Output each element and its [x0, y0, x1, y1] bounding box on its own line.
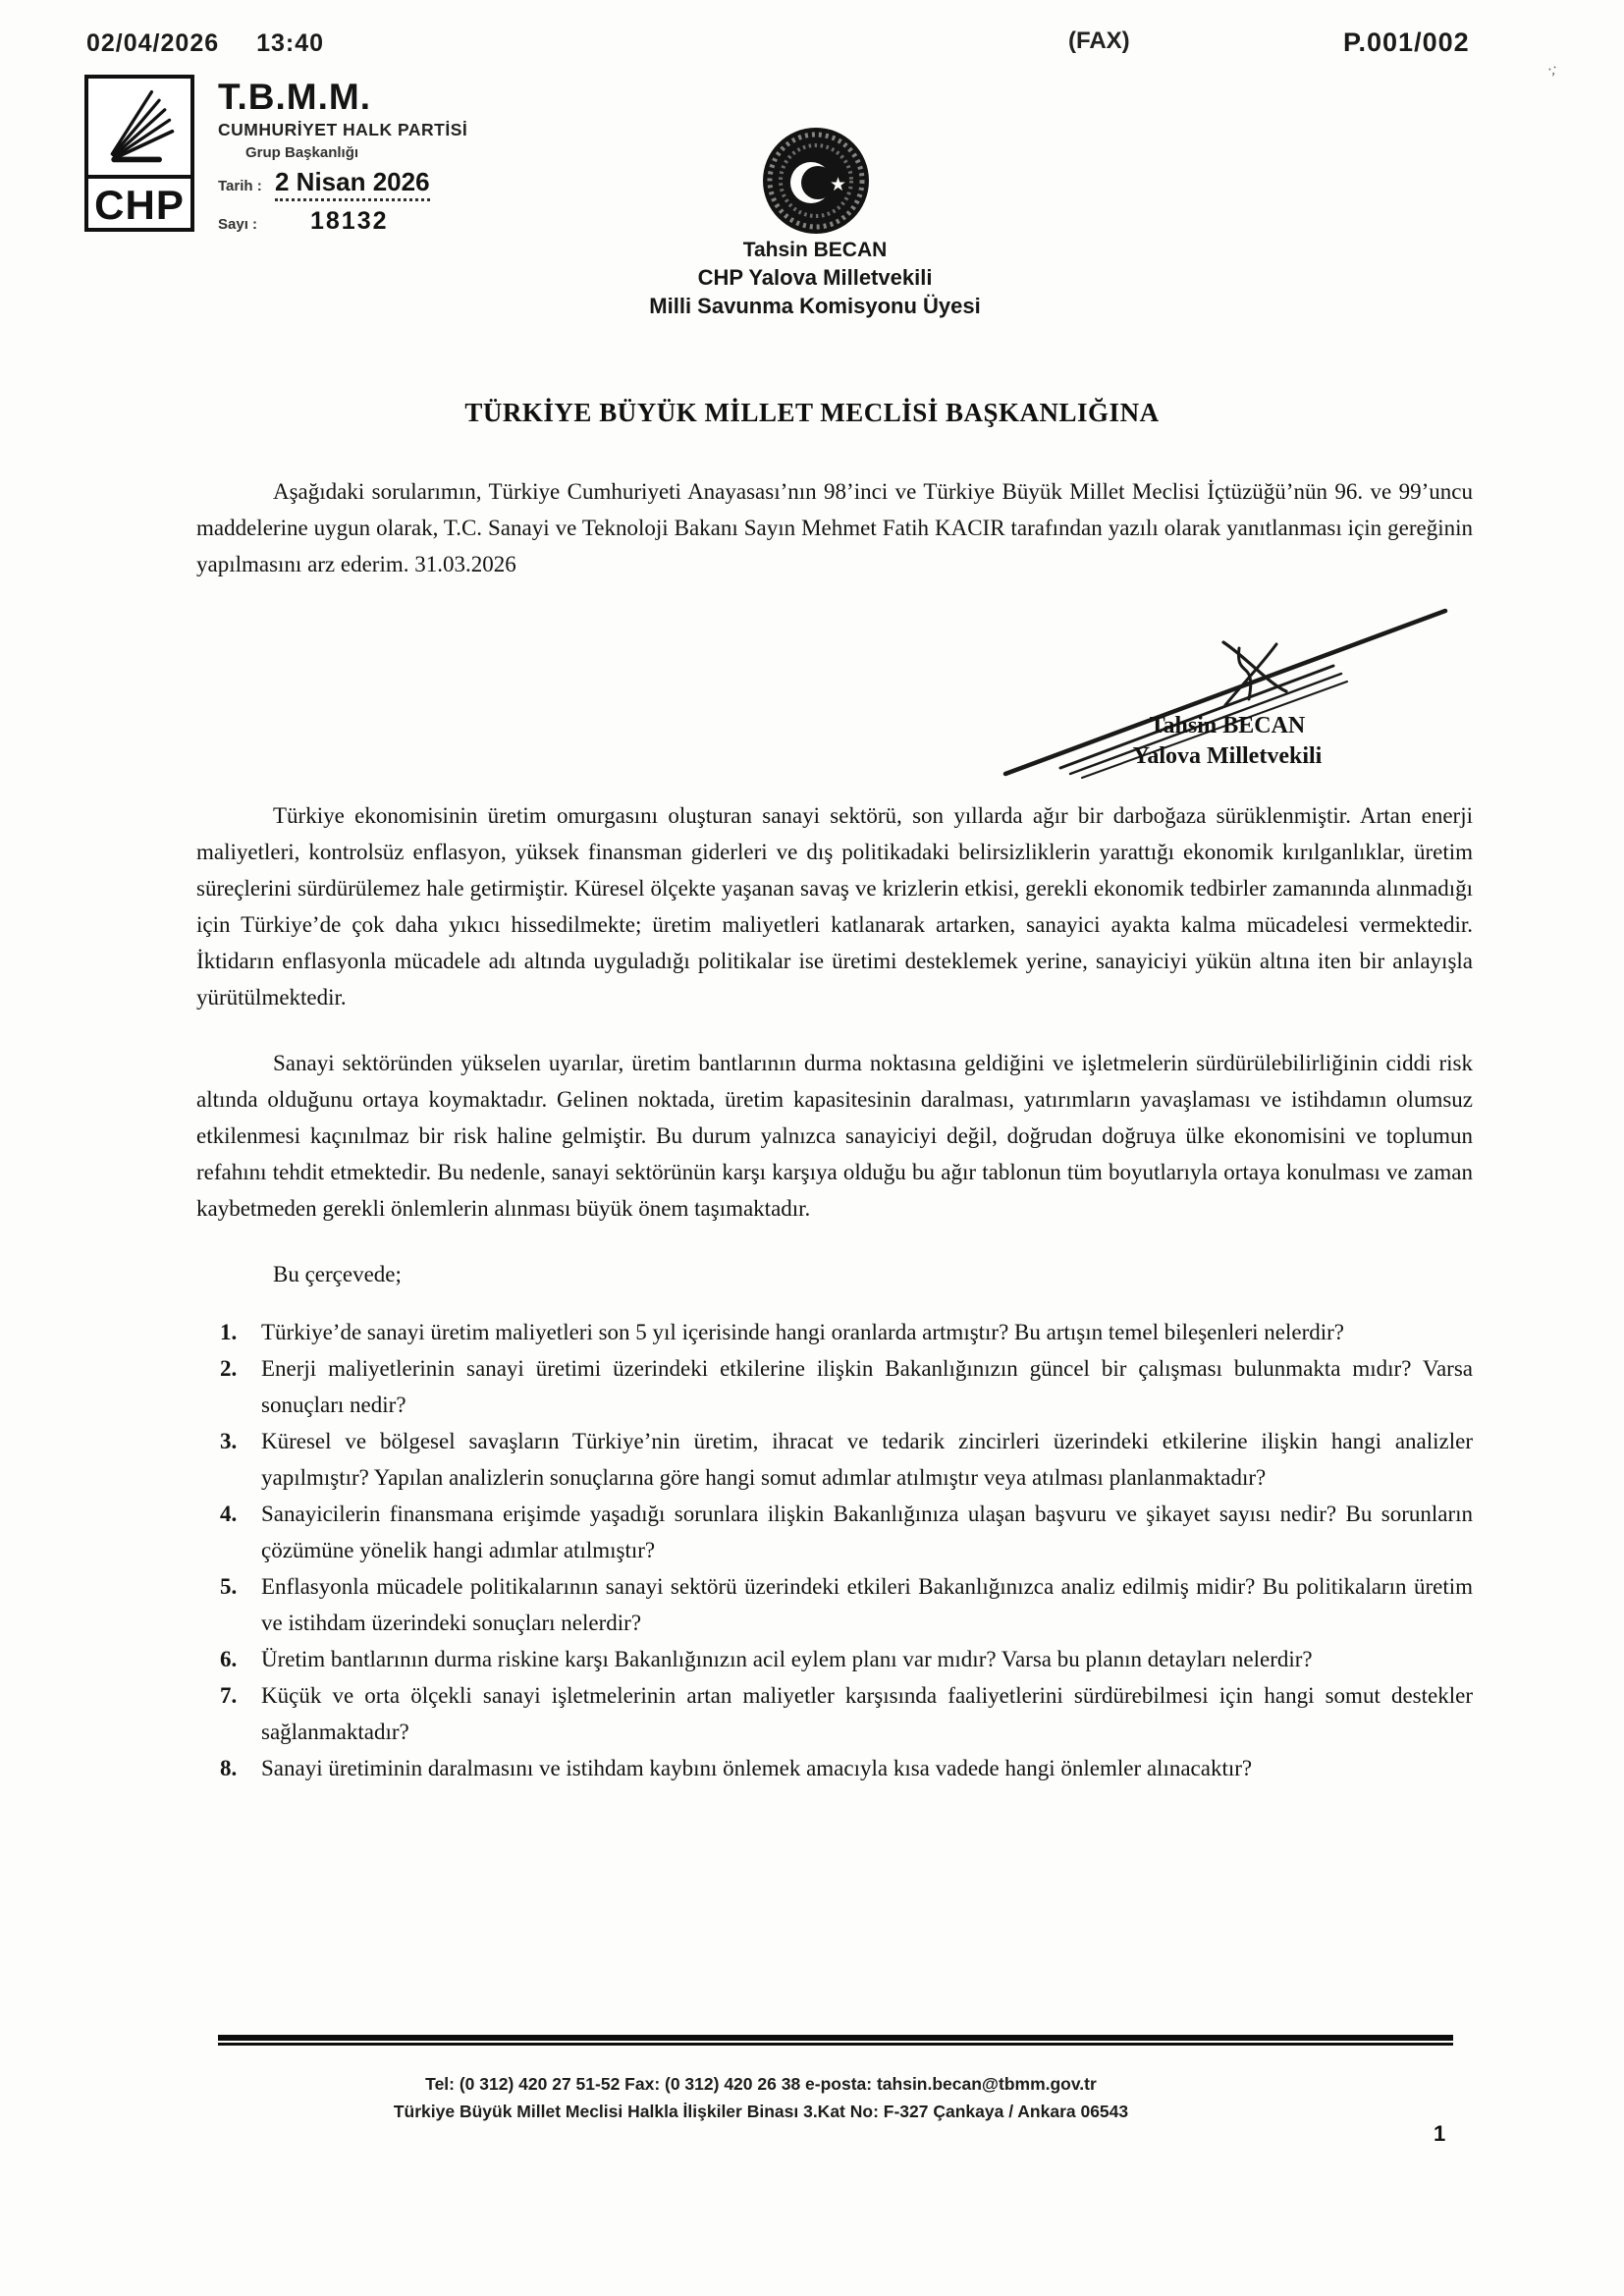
fax-timestamp: [86, 29, 324, 58]
question-text: Türkiye’de sanayi üretim maliyetleri son 5 yıl içerisinde hangi oranlarda artmıştır? Bu artışın temel bileşenleri nelerdir?: [261, 1320, 1344, 1344]
body-paragraph-1: Türkiye ekonomisinin üretim omurgasını oluşturan sanayi sektörü, son yıllarda ağır bir darboğaza sürüklenmiştir. Artan enerji maliyetleri, kontrolsüz enflasyon, yüksek finansman giderleri ve dış politikadaki belirsizliklerin yarattığı ekonomik kırılganlıklar, üretim süreçlerini sürdürülemez hale getirmiştir. Küresel ölçekte yaşanan savaş ve krizlerin etkisi, gerekli ekonomik tedbirler zamanında alınmadığı için Türkiye’de çok daha yıkıcı hissedilmekte; üretim maliyetleri katlanarak artarken, sanayici ayakta kalma mücadelesi vermektedir. İktidarın enflasyonla mücadele adı altında uyguladığı politikalar ise üretimi desteklemek yerine, sanayiciyi yükün altına iten bir anlayışla yürütülmektedir.: [196, 803, 1473, 1010]
document-body: [196, 797, 1473, 1786]
signatory-block: [1041, 713, 1414, 770]
question-item: [196, 1677, 1473, 1750]
svg-text:★: ★: [830, 174, 847, 195]
question-item: [196, 1568, 1473, 1641]
lead-in-line: Bu çerçevede;: [273, 1262, 402, 1286]
chp-six-arrows-logo: [88, 79, 190, 179]
body-paragraph-2: Sanayi sektöründen yükselen uyarılar, üretim bantlarının durma noktasına geldiğini ve işletmelerin sürdürülebilirliğinin ciddi risk altında olduğunu ortaya koymaktadır. Gelinen noktada, üretim kapasitesinin daralması, yatırımların yavaşlaması ve istihdamın olumsuz etkilenmesi kaçınılmaz bir risk haline gelmiştir. Bu durum yalnızca sanayiciyi değil, doğrudan doğruya ülke ekonomisini ve toplumun refahını tehdit etmektedir. Bu nedenle, sanayi sektörünün karşı karşıya olduğu bu ağır tablonun tüm boyutlarıyla ortaya konulması ve zaman kaybetmeden gerekli önlemlerin alınması büyük önem taşımaktadır.: [196, 1051, 1473, 1221]
fax-noise-mark: ·;: [1545, 60, 1558, 79]
question-item: [196, 1423, 1473, 1496]
question-text: Küçük ve orta ölçekli sanayi işletmelerinin artan maliyetler karşısında faaliyetlerini sürdürebilmesi için hangi somut destekler sağlanmaktadır?: [261, 1683, 1473, 1744]
question-text: Küresel ve bölgesel savaşların Türkiye’nin üretim, ihracat ve tedarik zincirleri üzerindeki etkilerine ilişkin hangi analizler yapılmıştır? Yapılan analizlerin sonuçlarına göre hangi somut adımlar atılmıştır veya atılması planlanmaktadır?: [261, 1429, 1473, 1490]
fax-label: (FAX): [1068, 27, 1130, 54]
fax-time: 13:40: [256, 29, 325, 57]
question-number: 4.: [220, 1502, 238, 1526]
letterhead-org: T.B.M.M.: [218, 77, 371, 117]
sender-block: [609, 239, 1021, 319]
question-item: [196, 1350, 1473, 1423]
chp-abbr: CHP: [94, 182, 185, 228]
questions-list: [196, 1314, 1473, 1786]
question-text: Sanayi üretiminin daralmasını ve istihdam kaybını önlemek amacıyla kısa vadede hangi önlemler alınacaktır?: [261, 1756, 1253, 1780]
question-item: [196, 1314, 1473, 1350]
intro-paragraph: Aşağıdaki sorularımın, Türkiye Cumhuriyeti Anayasası’nın 98’inci ve Türkiye Büyük Millet Meclisi İçtüzüğü’nün 96. ve 99’uncu maddelerine uygun olarak, T.C. Sanayi ve Teknoloji Bakanı Sayın Mehmet Fatih KACIR tarafından yazılı olarak yanıtlanması için gereğinin yapılmasını arz ederim. 31.03.2026: [196, 479, 1473, 576]
question-number: 3.: [220, 1429, 238, 1453]
footer-rule: [218, 2035, 1453, 2047]
letterhead-office: Grup Başkanlığı: [245, 144, 359, 161]
question-number: 6.: [220, 1647, 238, 1671]
question-item: [196, 1496, 1473, 1568]
fax-date: 02/04/2026: [86, 29, 220, 57]
question-text: Enflasyonla mücadele politikalarının sanayi sektörü üzerindeki etkileri Bakanlığınızca analiz edilmiş midir? Bu politikaların üretim ve istihdam üzerindeki sonuçları nelerdir?: [261, 1574, 1473, 1635]
signatory-name: Tahsin BECAN: [1149, 713, 1306, 738]
letterhead: [218, 77, 542, 236]
document-title: TÜRKİYE BÜYÜK MİLLET MECLİSİ BAŞKANLIĞINA: [464, 398, 1160, 427]
question-text: Üretim bantlarının durma riskine karşı Bakanlığınızın acil eylem planı var mıdır? Varsa bu planın detayları nelerdir?: [261, 1647, 1313, 1671]
fax-page-counter: P.001/002: [1343, 27, 1470, 57]
tbmm-seal-icon: [761, 126, 871, 236]
date-value: 2 Nisan 2026: [275, 167, 430, 201]
number-label: Sayı :: [218, 216, 258, 233]
question-item: [196, 1750, 1473, 1786]
sender-name: Tahsin BECAN: [742, 239, 888, 261]
date-label: Tarih :: [218, 178, 262, 194]
question-number: 7.: [220, 1683, 238, 1708]
letterhead-party-name: CUMHURİYET HALK PARTİSİ: [218, 120, 468, 139]
question-item: [196, 1641, 1473, 1677]
footer-address-line: Türkiye Büyük Millet Meclisi Halkla İlişkiler Binası 3.Kat No: F-327 Çankaya / Ankara 06543: [393, 2102, 1129, 2121]
number-value: 18132: [310, 207, 389, 235]
question-number: 8.: [220, 1756, 238, 1780]
question-number: 1.: [220, 1320, 238, 1344]
chp-stamp: [84, 75, 194, 232]
question-text: Sanayicilerin finansmana erişimde yaşadığı sorunlara ilişkin Bakanlığınıza ulaşan başvuru ve şikayet sayısı nedir? Bu sorunların çözümüne yönelik hangi adımlar atılmıştır?: [261, 1502, 1473, 1562]
page-number: 1: [1434, 2121, 1446, 2146]
question-number: 5.: [220, 1574, 238, 1599]
question-text: Enerji maliyetlerinin sanayi üretimi üzerindeki etkilerine ilişkin Bakanlığınızın güncel bir çalışması bulunmakta mıdır? Varsa sonuçları nedir?: [261, 1356, 1473, 1417]
footer-contact-line: Tel: (0 312) 420 27 51-52 Fax: (0 312) 420 26 38 e-posta: tahsin.becan@tbmm.gov.tr: [425, 2074, 1097, 2094]
sender-title1: CHP Yalova Milletvekili: [697, 265, 933, 290]
sender-title2: Milli Savunma Komisyonu Üyesi: [649, 294, 981, 318]
footer: [157, 2074, 1365, 2122]
signatory-title: Yalova Milletvekili: [1132, 743, 1323, 769]
question-number: 2.: [220, 1356, 238, 1381]
